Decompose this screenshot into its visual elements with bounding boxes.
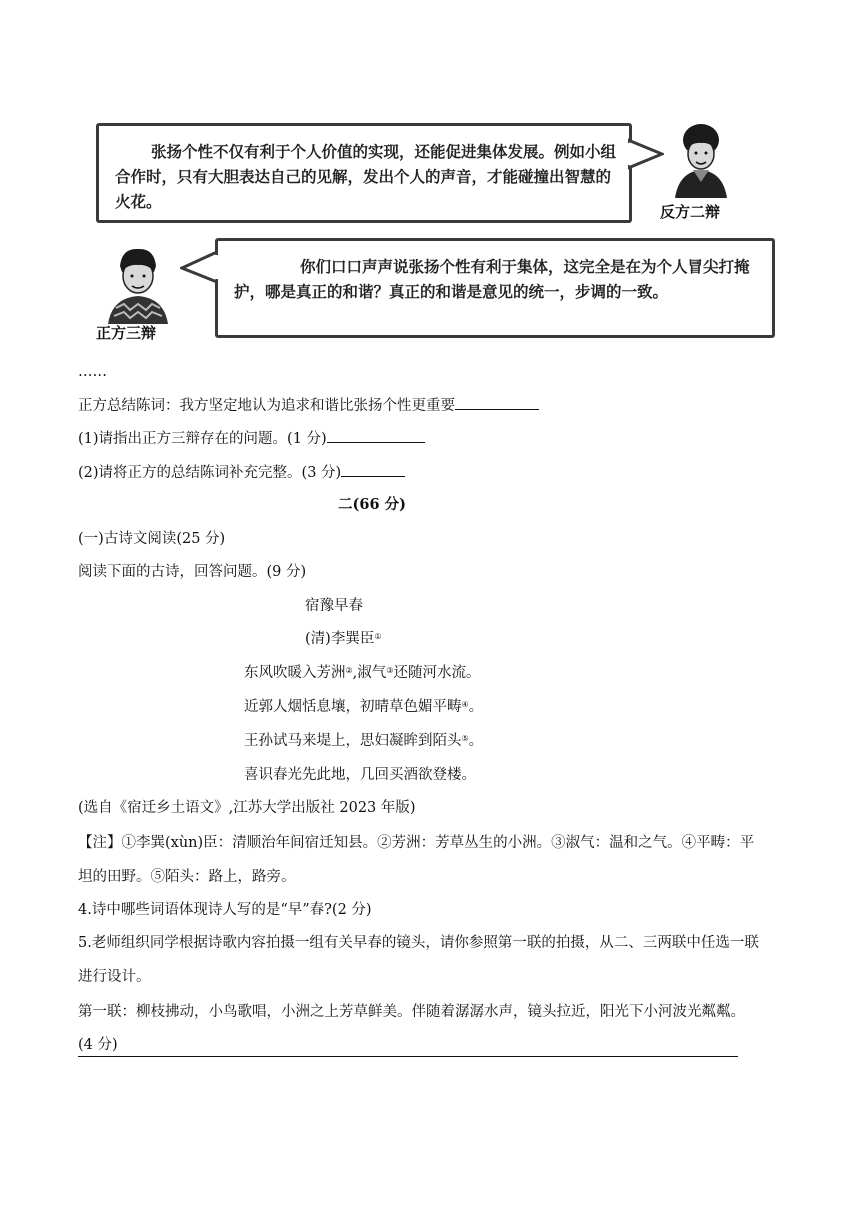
poem-line-3-part-b: 。	[468, 733, 484, 749]
footnote-marker-4: ④	[461, 700, 469, 709]
answer-blank-summary[interactable]	[455, 395, 539, 410]
poem-line-2-part-a: 近郭人烟恬息壤，初晴草色媚平畴	[244, 699, 462, 715]
poem-author	[305, 629, 382, 649]
notes-line-2: 坦的田野。⑤陌头：路上，路旁。	[78, 869, 296, 885]
poem-line-4: 喜识春光先此地，几回买酒欲登楼。	[244, 767, 476, 783]
question-1-text: (1)请指出正方三辩存在的问题。(1 分)	[78, 431, 327, 447]
question-5-line-2: 进行设计。	[78, 969, 151, 985]
debater-proposition-illustration	[100, 242, 174, 324]
subsection-title: (一)古诗文阅读(25 分)	[78, 531, 226, 547]
speech-bubble-opposition	[96, 123, 632, 223]
poem-line-1-part-c: 还随河水流。	[393, 665, 481, 681]
speaker-label-opposition: 反方二辩	[660, 203, 721, 221]
notes-line-1: 【注】①李巽(xùn)臣：清顺治年间宿迁知县。②芳洲：芳草丛生的小洲。③淑气：温和之气。④平畴：平	[78, 835, 755, 851]
question-2-text: (2)请将正方的总结陈词补充完整。(3 分)	[78, 465, 342, 481]
footnote-marker-3: ③	[386, 666, 394, 675]
bubble-tail-right	[628, 138, 664, 174]
summary-statement	[78, 395, 539, 416]
bubble-tail-left	[180, 250, 218, 286]
question-1	[78, 428, 425, 449]
ellipsis: ……	[78, 364, 107, 380]
poem-line-3-part-a: 王孙试马来堤上，思妇凝眸到陌头	[244, 733, 462, 749]
summary-label: 正方总结陈词：我方坚定地认为追求和谐比张扬个性更重要	[78, 398, 455, 414]
answer-blank-q2[interactable]	[341, 462, 405, 477]
poem-line-3	[244, 731, 483, 751]
question-5-line-1: 5.老师组织同学根据诗歌内容拍摄一组有关早春的镜头，请你参照第一联的拍摄，从二、三两联中任选一联	[78, 935, 759, 951]
poem-instruction: 阅读下面的古诗，回答问题。(9 分)	[78, 564, 307, 580]
question-2	[78, 462, 405, 483]
footnote-marker-2: ②	[345, 666, 353, 675]
poem-line-2-part-b: 。	[468, 699, 484, 715]
question-4: 4.诗中哪些词语体现诗人写的是“早”春?(2 分)	[78, 902, 372, 918]
section-title: 二(66 分)	[338, 496, 406, 513]
example-line: 第一联：柳枝拂动，小鸟歌唱，小洲之上芳草鲜美。伴随着潺潺水声，镜头拉近，阳光下小河波光粼粼。	[78, 1004, 745, 1020]
speech-bubble-proposition	[215, 238, 775, 338]
bubble-text-proposition: 你们口口声声说张扬个性有利于集体，这完全是在为个人冒尖打掩护，哪是真正的和谐？真正的和谐是意见的统一，步调的一致。	[234, 258, 750, 301]
footnote-marker-1: ①	[374, 632, 382, 641]
poem-source: (选自《宿迁乡土语文》,江苏大学出版社 2023 年版)	[78, 800, 416, 816]
bubble-text-opposition: 张扬个性不仅有利于个人价值的实现，还能促进集体发展。例如小组合作时，只有大胆表达自己的见解，发出个人的声音，才能碰撞出智慧的火花。	[115, 143, 617, 211]
poem-line-1-part-a: 东风吹暖入芳洲	[244, 665, 346, 681]
poem-line-1-part-b: ,淑气	[352, 665, 387, 681]
poem-title: 宿豫早春	[305, 598, 363, 614]
poem-author-name: (清)李巽臣	[305, 631, 375, 647]
answer-blank-q1[interactable]	[327, 428, 425, 443]
poem-line-2	[244, 697, 483, 717]
footnote-marker-5: ⑤	[461, 734, 469, 743]
points-label: (4 分)	[78, 1037, 118, 1053]
speaker-label-proposition: 正方三辩	[96, 324, 157, 342]
answer-line[interactable]	[78, 1056, 738, 1057]
poem-line-1	[244, 663, 480, 683]
debater-opposition-illustration	[665, 118, 735, 198]
